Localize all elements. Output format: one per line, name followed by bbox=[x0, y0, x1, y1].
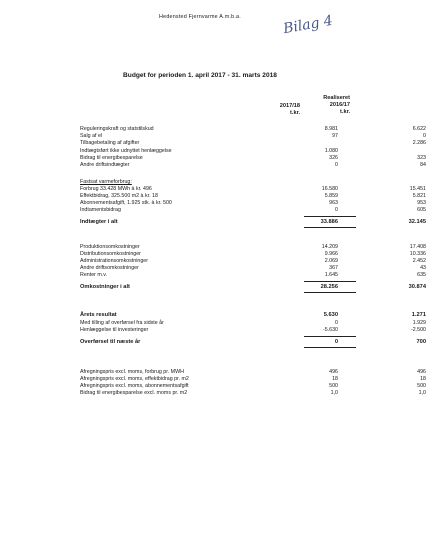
row-label: Andre driftsomkostninger bbox=[80, 265, 139, 271]
row-label: Indtamentsbidrag bbox=[80, 207, 121, 213]
actual-value: 15.451 bbox=[409, 186, 426, 192]
budget-value: 5.630 bbox=[323, 312, 338, 318]
actual-value: 1.271 bbox=[411, 312, 426, 318]
subtotal-rule bbox=[320, 336, 356, 337]
budget-value: 9.966 bbox=[324, 251, 338, 257]
table-row bbox=[80, 390, 426, 397]
table-row bbox=[80, 133, 426, 140]
total-rule bbox=[320, 292, 356, 293]
row-label: Bidrag til energibesparelse excl. moms pr. m2 bbox=[80, 390, 188, 396]
table-row bbox=[80, 126, 426, 133]
actual-value: 2.286 bbox=[412, 140, 426, 146]
budget-value: 1,0 bbox=[330, 390, 338, 396]
row-label: Henlæggelse til investeringer bbox=[80, 327, 149, 333]
budget-value: 1.645 bbox=[324, 272, 338, 278]
table-row bbox=[80, 148, 356, 155]
row-label: Afregningspris excl. moms, abonnementsafgift bbox=[80, 383, 189, 389]
table-row bbox=[80, 186, 426, 193]
actual-value: 0 bbox=[423, 133, 426, 139]
actual-value: 5.821 bbox=[412, 193, 426, 199]
budget-value: 33.886 bbox=[320, 219, 338, 225]
total-rule bbox=[320, 227, 356, 228]
budget-value: 0 bbox=[335, 320, 338, 326]
row-label: Tilbagebetaling af afgifter bbox=[80, 140, 140, 146]
budget-value: 18 bbox=[332, 376, 338, 382]
budget-value: 500 bbox=[329, 383, 338, 389]
budget-value: 8.981 bbox=[324, 126, 338, 132]
row-label: Salg af el bbox=[80, 133, 103, 139]
actual-value: 84 bbox=[420, 162, 426, 168]
actual-value: 6.622 bbox=[412, 126, 426, 132]
row-label: Andre driftsindtægter bbox=[80, 162, 130, 168]
budget-value: 1.080 bbox=[324, 148, 338, 154]
row-label: Årets resultat bbox=[80, 312, 117, 318]
row-label: Med tilling af overførsel fra sidste år bbox=[80, 320, 164, 326]
actual-value: 30.874 bbox=[408, 284, 426, 290]
column-header-actual-unit: t.kr. bbox=[340, 109, 350, 115]
budget-value: 326 bbox=[329, 155, 338, 161]
result-row bbox=[80, 312, 426, 319]
budget-value: 5.859 bbox=[324, 193, 338, 199]
handwritten-annotation: Bilag 4 bbox=[281, 12, 334, 38]
table-row bbox=[80, 258, 426, 265]
budget-value: 963 bbox=[329, 200, 338, 206]
table-row bbox=[80, 162, 426, 169]
row-label: Forbrug 33.428 MWh à kr. 496 bbox=[80, 186, 152, 192]
row-label: Administrationsomkostninger bbox=[80, 258, 149, 264]
table-row bbox=[80, 383, 426, 390]
row-label: Fastsat varmeforbrug: bbox=[80, 179, 132, 185]
table-row bbox=[80, 272, 426, 279]
row-label: Indtægtsført ikke udnyttet henlæggelse bbox=[80, 148, 172, 154]
budget-value: 367 bbox=[329, 265, 338, 271]
actual-value: 43 bbox=[420, 265, 426, 271]
table-row bbox=[80, 200, 426, 207]
row-label: Afregningspris excl. moms, forbrug pr. MWH bbox=[80, 369, 184, 375]
row-label: Afregningspris excl. moms, effektbidrag pr. m2 bbox=[80, 376, 189, 382]
table-row bbox=[80, 244, 426, 251]
actual-value: 32.145 bbox=[408, 219, 426, 225]
table-row bbox=[80, 207, 426, 214]
table-row bbox=[80, 369, 426, 376]
column-header-budget-period: 2017/18 bbox=[279, 103, 300, 109]
row-label: Reguleringskraft og statstilskud bbox=[80, 126, 154, 132]
actual-value: 635 bbox=[417, 272, 426, 278]
total-row bbox=[80, 339, 426, 346]
actual-value: 323 bbox=[417, 155, 426, 161]
actual-value: 500 bbox=[417, 383, 426, 389]
company-name: Hedensted Fjernvarme A.m.b.a. bbox=[159, 14, 241, 20]
column-header-budget-unit: t.kr. bbox=[290, 110, 300, 116]
table-row bbox=[80, 327, 426, 334]
row-label: Abonnementsafgift, 1.925 stk. à kr. 500 bbox=[80, 200, 172, 206]
budget-value: 97 bbox=[332, 133, 338, 139]
actual-value: -2.500 bbox=[410, 327, 426, 333]
row-label: Renter m.v. bbox=[80, 272, 107, 278]
actual-value: 17.408 bbox=[409, 244, 426, 250]
budget-value: -5.630 bbox=[322, 327, 338, 333]
table-row bbox=[80, 265, 426, 272]
row-label: Omkostninger i alt bbox=[80, 284, 130, 290]
row-label: Indtægter i alt bbox=[80, 219, 118, 225]
section-heading bbox=[80, 179, 356, 186]
total-rule bbox=[320, 347, 356, 348]
budget-value: 496 bbox=[329, 369, 338, 375]
document-title: Budget for perioden 1. april 2017 - 31. marts 2018 bbox=[123, 72, 277, 79]
column-header-actual-period: 2016/17 bbox=[329, 102, 350, 108]
row-label: Effektbidrag, 325.500 m2 à kr. 18 bbox=[80, 193, 158, 199]
column-header-actual-title: Realiseret bbox=[323, 95, 350, 101]
table-row bbox=[80, 251, 426, 258]
table-row bbox=[80, 140, 426, 147]
actual-value: 18 bbox=[420, 376, 426, 382]
table-row bbox=[80, 376, 426, 383]
row-label: Bidrag til energibesparelse bbox=[80, 155, 143, 161]
budget-value: 0 bbox=[334, 339, 338, 345]
actual-value: 2.452 bbox=[412, 258, 426, 264]
column-header-actual bbox=[310, 95, 350, 116]
budget-value: 16.580 bbox=[321, 186, 338, 192]
actual-value: 700 bbox=[416, 339, 426, 345]
row-label: Distributionsomkostninger bbox=[80, 251, 141, 257]
subtotal-rule bbox=[320, 216, 356, 217]
table-row bbox=[80, 155, 426, 162]
column-header-budget bbox=[264, 103, 300, 117]
budget-value: 0 bbox=[335, 207, 338, 213]
table-row bbox=[80, 193, 426, 200]
budget-value: 2.069 bbox=[324, 258, 338, 264]
table-row bbox=[80, 320, 426, 327]
subtotal-rule bbox=[320, 281, 356, 282]
actual-value: 496 bbox=[417, 369, 426, 375]
actual-value: 953 bbox=[417, 200, 426, 206]
total-row bbox=[80, 219, 426, 226]
row-label: Overførsel til næste år bbox=[80, 339, 141, 345]
actual-value: 1,0 bbox=[418, 390, 426, 396]
actual-value: 10.336 bbox=[409, 251, 426, 257]
budget-value: 0 bbox=[335, 162, 338, 168]
row-label: Produktionsomkostninger bbox=[80, 244, 140, 250]
actual-value: 1.929 bbox=[412, 320, 426, 326]
actual-value: 605 bbox=[417, 207, 426, 213]
total-row bbox=[80, 284, 426, 291]
budget-value: 14.209 bbox=[321, 244, 338, 250]
budget-value: 28.256 bbox=[320, 284, 338, 290]
